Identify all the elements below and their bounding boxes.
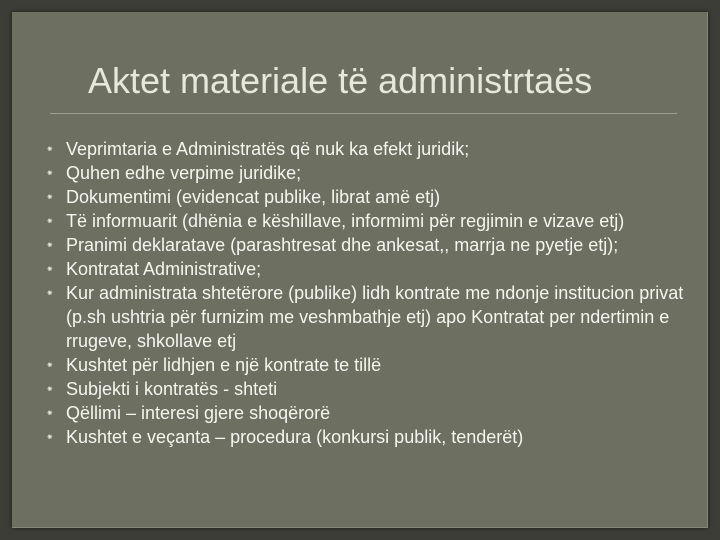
- list-item: [46, 137, 696, 161]
- list-item-text: Subjekti i kontratës - shteti: [66, 379, 278, 399]
- list-item: [46, 233, 696, 257]
- bullet-icon: ⁕: [46, 360, 54, 370]
- bullet-icon: ⁕: [46, 264, 54, 274]
- list-item-text: Kur administrata shtetërore (publike) lidh kontrate me ndonje institucion privat (p.sh ushtria për furnizim me veshmbathje etj) apo Kontratat per ndertimin e rrugeve, shkollave etj: [66, 283, 684, 351]
- list-item: [46, 257, 696, 281]
- bullet-icon: ⁕: [46, 384, 54, 394]
- list-item: [46, 161, 696, 185]
- list-item: [46, 425, 696, 449]
- title-divider: [50, 113, 677, 114]
- list-item: [46, 401, 696, 425]
- list-item-text: Pranimi deklaratave (parashtresat dhe ankesat,, marrja ne pyetje etj);: [66, 235, 619, 255]
- bullet-icon: ⁕: [46, 216, 54, 226]
- bullet-icon: ⁕: [46, 288, 54, 298]
- list-item-text: Kushtet e veçanta – procedura (konkursi publik, tenderët): [66, 427, 524, 447]
- list-item-text: Të informuarit (dhënia e këshillave, informimi për regjimin e vizave etj): [66, 211, 625, 231]
- list-item-text: Kushtet për lidhjen e një kontrate te tillë: [66, 355, 382, 375]
- bullet-icon: ⁕: [46, 432, 54, 442]
- list-item: [46, 377, 696, 401]
- bullet-icon: ⁕: [46, 144, 54, 154]
- list-item-text: Dokumentimi (evidencat publike, librat amë etj): [66, 187, 441, 207]
- bullet-list: [46, 137, 696, 449]
- bullet-icon: ⁕: [46, 408, 54, 418]
- list-item-text: Quhen edhe verpime juridike;: [66, 163, 302, 183]
- slide-title: Aktet materiale të administrtaës: [88, 60, 593, 101]
- list-item-text: Veprimtaria e Administratës që nuk ka efekt juridik;: [66, 139, 470, 159]
- bullet-icon: ⁕: [46, 192, 54, 202]
- bullet-icon: ⁕: [46, 240, 54, 250]
- list-item: [46, 209, 696, 233]
- list-item-text: Kontratat Administrative;: [66, 259, 262, 279]
- list-item: [46, 353, 696, 377]
- list-item: [46, 281, 696, 353]
- bullet-icon: ⁕: [46, 168, 54, 178]
- list-item: [46, 185, 696, 209]
- list-item-text: Qëllimi – interesi gjere shoqërorë: [66, 403, 331, 423]
